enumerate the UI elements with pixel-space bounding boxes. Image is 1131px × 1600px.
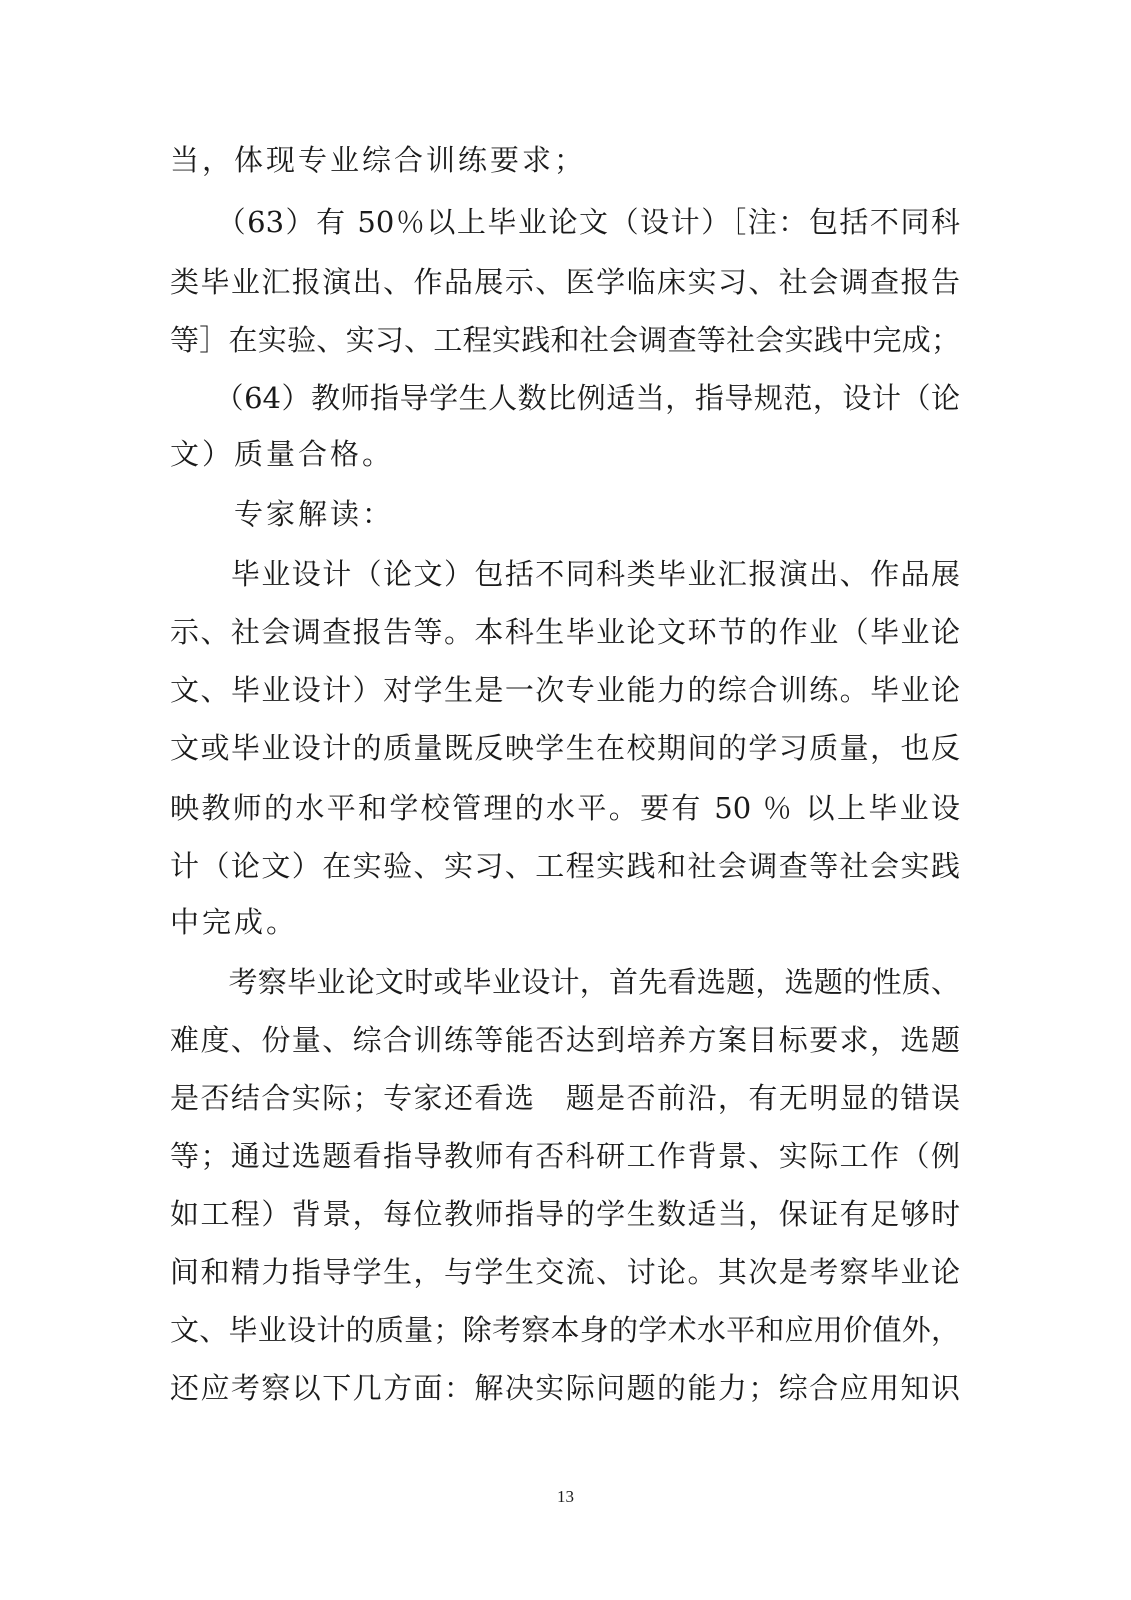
text-line: 等］在实验、实习、工程实践和社会调查等社会实践中完成； <box>170 323 960 357</box>
text-line: 映教师的水平和学校管理的水平。要有 50 ％ 以上毕业设 <box>170 791 960 825</box>
text-line: 间和精力指导学生，与学生交流、讨论。其次是考察毕业论 <box>170 1255 960 1289</box>
text-line: 还应考察以下几方面：解决实际问题的能力；综合应用知识 <box>170 1371 960 1405</box>
text-line: 专家解读： <box>170 497 395 531</box>
text-line: 中完成。 <box>170 905 299 939</box>
text-line: 如工程）背景，每位教师指导的学生数适当，保证有足够时 <box>170 1197 960 1231</box>
text-line: 文或毕业设计的质量既反映学生在校期间的学习质量，也反 <box>170 731 960 765</box>
text-line: （64）教师指导学生人数比例适当，指导规范，设计（论 <box>170 381 960 415</box>
text-line: 毕业设计（论文）包括不同科类毕业汇报演出、作品展 <box>170 557 960 591</box>
text-line: （63）有 50％以上毕业论文（设计）［注：包括不同科 <box>170 205 960 239</box>
text-line: 文、毕业设计）对学生是一次专业能力的综合训练。毕业论 <box>170 673 960 707</box>
text-line: 计（论文）在实验、实习、工程实践和社会调查等社会实践 <box>170 849 960 883</box>
page-number: 13 <box>557 1487 574 1506</box>
text-line: 等；通过选题看指导教师有否科研工作背景、实际工作（例 <box>170 1139 960 1173</box>
text-line: 文）质量合格。 <box>170 437 395 471</box>
text-line: 是否结合实际；专家还看选 题是否前沿，有无明显的错误 <box>170 1081 960 1115</box>
text-line: 当，体现专业综合训练要求； <box>170 143 587 177</box>
text-line: 类毕业汇报演出、作品展示、医学临床实习、社会调查报告 <box>170 265 960 299</box>
text-line: 考察毕业论文时或毕业设计，首先看选题，选题的性质、 <box>170 965 960 999</box>
text-line: 文、毕业设计的质量；除考察本身的学术水平和应用价值外， <box>170 1313 960 1347</box>
text-line: 难度、份量、综合训练等能否达到培养方案目标要求，选题 <box>170 1023 960 1057</box>
text-line: 示、社会调查报告等。本科生毕业论文环节的作业（毕业论 <box>170 615 960 649</box>
